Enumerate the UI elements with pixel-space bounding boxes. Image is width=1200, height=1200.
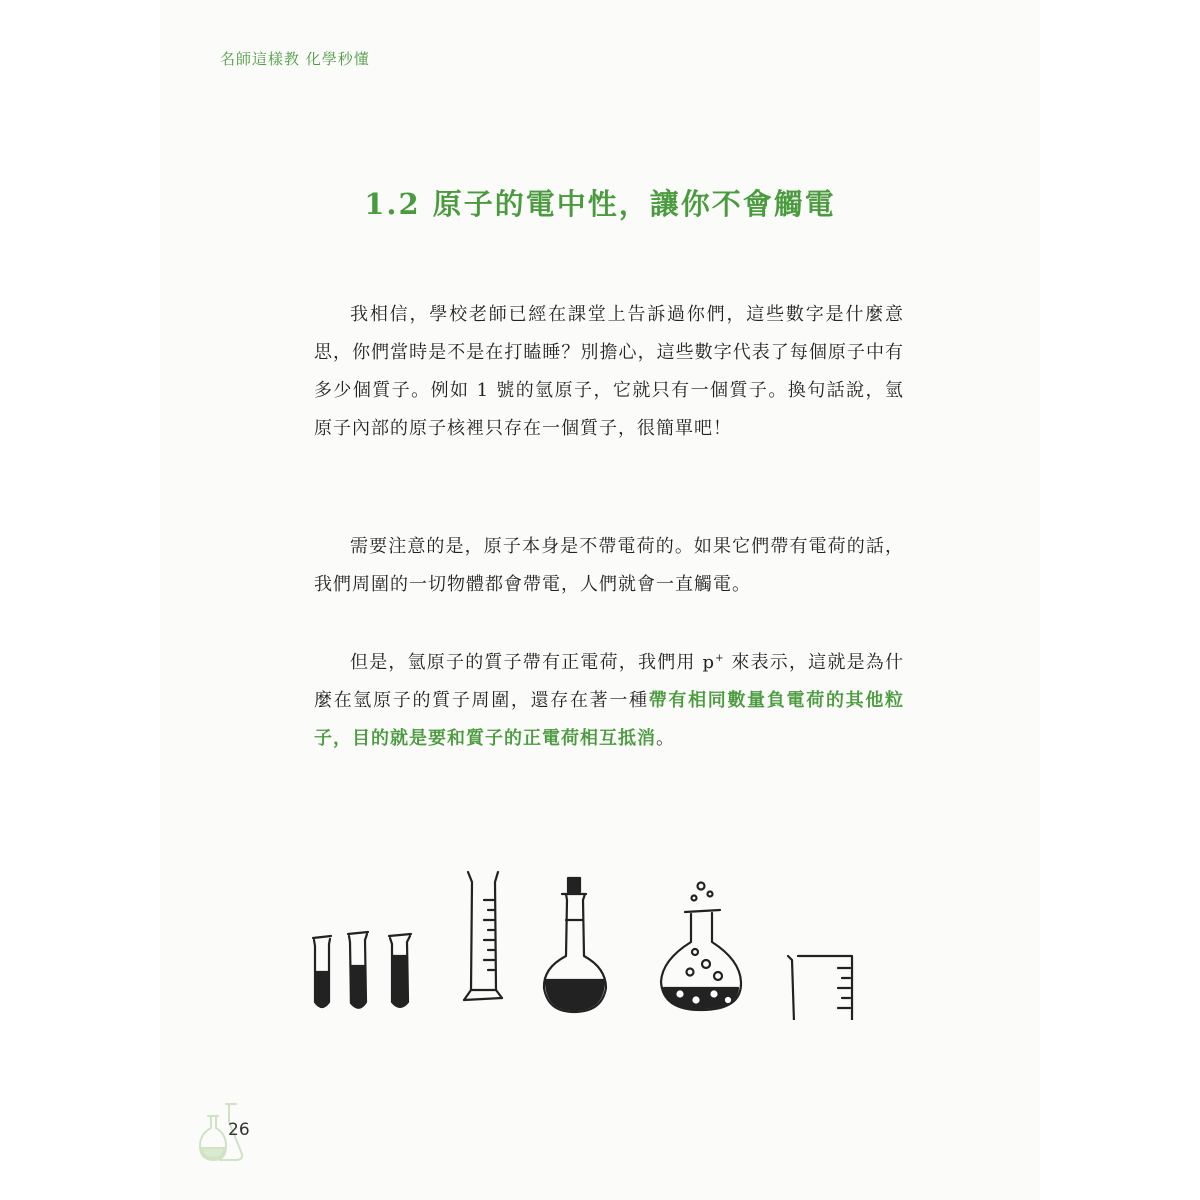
positive-charge-superscript: + [715,653,725,664]
erlenmeyer-flask-icon [661,883,741,1011]
volumetric-flask-icon [544,878,606,1012]
paragraph-3-end: 。 [656,728,675,749]
test-tube-icon [348,932,368,1008]
test-tube-icon [389,934,411,1007]
running-header: 名師這樣教 化學秒懂 [220,50,370,68]
graduated-cylinder-icon [464,872,502,1000]
chapter-title: 1.2 原子的電中性，讓你不會觸電 [364,187,836,221]
test-tube-icon [313,936,331,1007]
paragraph-1 [314,296,904,448]
lab-glassware-illustration [300,860,870,1020]
beaker-icon [788,956,852,1020]
paragraph-3 [314,644,904,758]
paragraph-3-text [314,644,904,758]
paragraph-2 [314,528,904,604]
page-number: 26 [228,1120,250,1140]
highlighted-text: 帶有相同數量負電荷的其他粒子，目的就是要和質子的正電荷相互抵消 [314,690,905,749]
paragraph-3-part2: 來表示，這就是為什麼在氫原子的質子周圍，還存在著一種 [314,652,904,711]
paragraph-2-text: 需要注意的是，原子本身是不帶電荷的。如果它們帶有電荷的話，我們周圍的一切物體都會帶電，人們就會一直觸電。 [314,536,904,595]
paragraph-3-part1: 但是，氫原子的質子帶有正電荷，我們用 p [350,652,716,673]
paragraph-1-text: 我相信，學校老師已經在課堂上告訴過你們，這些數字是什麼意思，你們當時是不是在打瞌睡？別擔心，這些數字代表了每個原子中有多少個質子。例如 1 號的氫原子，它就只有一個質子。換句話說，氫原子內部的原子核裡只存在一個質子，很簡單吧！ [314,304,904,439]
